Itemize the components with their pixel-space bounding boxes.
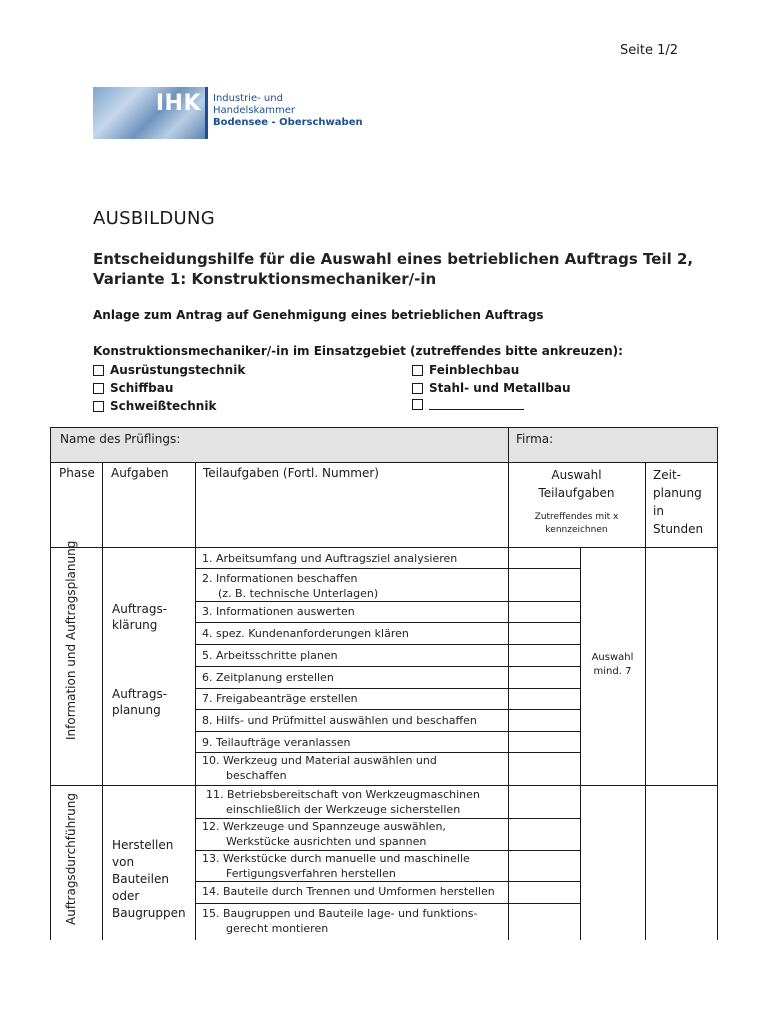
divider [645, 462, 646, 940]
option-schiffbau[interactable] [93, 381, 173, 395]
task-line: 9. Teilaufträge veranlassen [202, 736, 351, 749]
task-4 [202, 626, 502, 641]
task-line: einschließlich der Werkzeuge sicherstellen [226, 803, 461, 816]
name-label: Name des Prüflings: [60, 432, 181, 446]
task-15 [202, 906, 502, 936]
zeit-line-2: planung [653, 486, 702, 500]
phase-information-planung: Information und Auftragsplanung [64, 540, 78, 740]
checkbox[interactable] [412, 383, 423, 394]
auswahl-note [508, 511, 645, 537]
task-line: (z. B. technische Unterlagen) [218, 587, 379, 600]
subtitle-line-2: Variante 1: Konstruktionsmechaniker/-in [93, 270, 437, 288]
aufgabe-line: von [112, 855, 135, 869]
zeit-line-1: Zeit- [653, 468, 681, 482]
option-schweisstechnik[interactable] [93, 399, 216, 413]
aufgabe-line: planung [112, 703, 161, 717]
aufgabe-auftragsklaerung [112, 601, 167, 633]
phase-divider [50, 785, 718, 786]
zeit-line-3: in [653, 504, 664, 518]
task-line: 12. Werkzeuge und Spannzeuge auswählen, [202, 820, 446, 833]
task-line: 13. Werkstücke durch manuelle und maschinelle [202, 852, 470, 865]
phase-auftragsdurchfuehrung: Auftragsdurchführung [64, 793, 78, 925]
page-number: Seite 1/2 [620, 43, 679, 58]
checkbox[interactable] [93, 401, 104, 412]
option-other[interactable] [412, 399, 524, 410]
row-line [195, 688, 581, 689]
task-12 [202, 819, 502, 849]
firma-label: Firma: [516, 432, 554, 446]
task-14 [202, 884, 502, 899]
ihk-logo [93, 87, 363, 139]
task-6 [202, 670, 502, 685]
task-line: 10. Werkzeug und Material auswählen und [202, 754, 437, 767]
appendix-note: Anlage zum Antrag auf Genehmigung eines betrieblichen Auftrags [93, 308, 544, 322]
task-line: 11. Betriebsbereitschaft von Werkzeugmaschinen [206, 788, 480, 801]
task-line: 6. Zeitplanung erstellen [202, 671, 334, 684]
aufgabe-line: Bauteilen [112, 872, 169, 886]
task-2 [202, 571, 502, 601]
task-line: 14. Bauteile durch Trennen und Umformen herstellen [202, 885, 495, 898]
option-label: Schweißtechnik [110, 399, 217, 413]
logo-mark: IHK [155, 91, 201, 116]
zeit-line-4: Stunden [653, 522, 704, 536]
table-left-border [50, 548, 51, 940]
row-line [195, 881, 581, 882]
option-stahl-metallbau[interactable] [412, 381, 571, 395]
auswahl-min-line: mind. 7 [593, 666, 632, 677]
task-13 [202, 851, 502, 881]
other-input-line[interactable] [429, 399, 524, 410]
divider [102, 462, 103, 940]
document-subtitle [93, 249, 693, 289]
task-line: gerecht montieren [226, 922, 329, 935]
task-1 [202, 551, 502, 566]
task-line: 3. Informationen auswerten [202, 605, 355, 618]
option-feinblechbau[interactable] [412, 363, 519, 377]
task-3 [202, 604, 502, 619]
aufgabe-auftragsplanung [112, 686, 167, 718]
task-9 [202, 735, 502, 750]
auswahl-min-line: Auswahl [591, 652, 634, 663]
checkbox[interactable] [93, 365, 104, 376]
col-header-aufgaben: Aufgaben [111, 466, 169, 480]
col-header-phase: Phase [59, 466, 95, 480]
logo-line-2: Bodensee - Oberschwaben [213, 117, 363, 128]
checkbox[interactable] [412, 365, 423, 376]
aufgabe-line: Auftrags- [112, 602, 168, 616]
logo-line-1: Industrie- und Handelskammer [213, 93, 295, 116]
row-line [195, 709, 581, 710]
table-right-border [717, 548, 718, 940]
option-label: Stahl- und Metallbau [429, 381, 571, 395]
logo-image [93, 87, 205, 139]
row-line [195, 622, 581, 623]
auswahl-line-1: Auswahl [551, 468, 602, 482]
aufgabe-line: Herstellen [112, 838, 174, 852]
auswahl-minimum [580, 651, 645, 679]
logo-divider [205, 87, 208, 139]
task-line: Werkstücke ausrichten und spannen [226, 835, 427, 848]
task-10 [202, 753, 502, 783]
aufgabe-line: Auftrags- [112, 687, 168, 701]
col-header-teilaufgaben: Teilaufgaben (Fortl. Nummer) [203, 466, 379, 480]
task-line: 2. Informationen beschaffen [202, 572, 358, 585]
aufgabe-herstellen [112, 837, 186, 922]
row-line [195, 601, 581, 602]
auswahl-line-2: Teilaufgaben [538, 486, 615, 500]
divider [508, 427, 509, 463]
option-label: Schiffbau [110, 381, 174, 395]
checkbox[interactable] [412, 399, 423, 410]
col-header-auswahl [508, 466, 645, 502]
option-ausruestungstechnik[interactable] [93, 363, 245, 377]
task-line: 1. Arbeitsumfang und Auftragsziel analysieren [202, 552, 458, 565]
col-header-zeitplanung [653, 466, 703, 538]
document-heading: AUSBILDUNG [93, 208, 216, 229]
task-line: beschaffen [226, 769, 287, 782]
checkbox[interactable] [93, 383, 104, 394]
task-line: 8. Hilfs- und Prüfmittel auswählen und beschaffen [202, 714, 477, 727]
subtitle-line-1: Entscheidungshilfe für die Auswahl eines betrieblichen Auftrags Teil 2, [93, 250, 694, 268]
divider [195, 462, 196, 940]
row-line [195, 903, 581, 904]
option-label: Ausrüstungstechnik [110, 363, 246, 377]
row-line [195, 731, 581, 732]
aufgabe-line: oder [112, 889, 140, 903]
task-11 [202, 787, 502, 817]
auswahl-note-line-2: kennzeichnen [545, 525, 608, 535]
logo-text [213, 93, 363, 129]
task-line: 4. spez. Kundenanforderungen klären [202, 627, 409, 640]
task-8 [202, 713, 502, 728]
task-line: 7. Freigabeanträge erstellen [202, 692, 358, 705]
task-5 [202, 648, 502, 663]
task-line: Fertigungsverfahren herstellen [226, 867, 396, 880]
row-line [195, 666, 581, 667]
aufgabe-line: Baugruppen [112, 906, 186, 920]
auswahl-note-line-1: Zutreffendes mit x [534, 512, 619, 522]
row-line [195, 644, 581, 645]
aufgabe-line: klärung [112, 618, 158, 632]
option-label: Feinblechbau [429, 363, 520, 377]
row-line [195, 568, 581, 569]
task-7 [202, 691, 502, 706]
area-title: Konstruktionsmechaniker/-in im Einsatzgebiet (zutreffendes bitte ankreuzen): [93, 344, 623, 358]
task-line: 15. Baugruppen und Bauteile lage- und funktions- [202, 907, 478, 920]
task-line: 5. Arbeitsschritte planen [202, 649, 338, 662]
